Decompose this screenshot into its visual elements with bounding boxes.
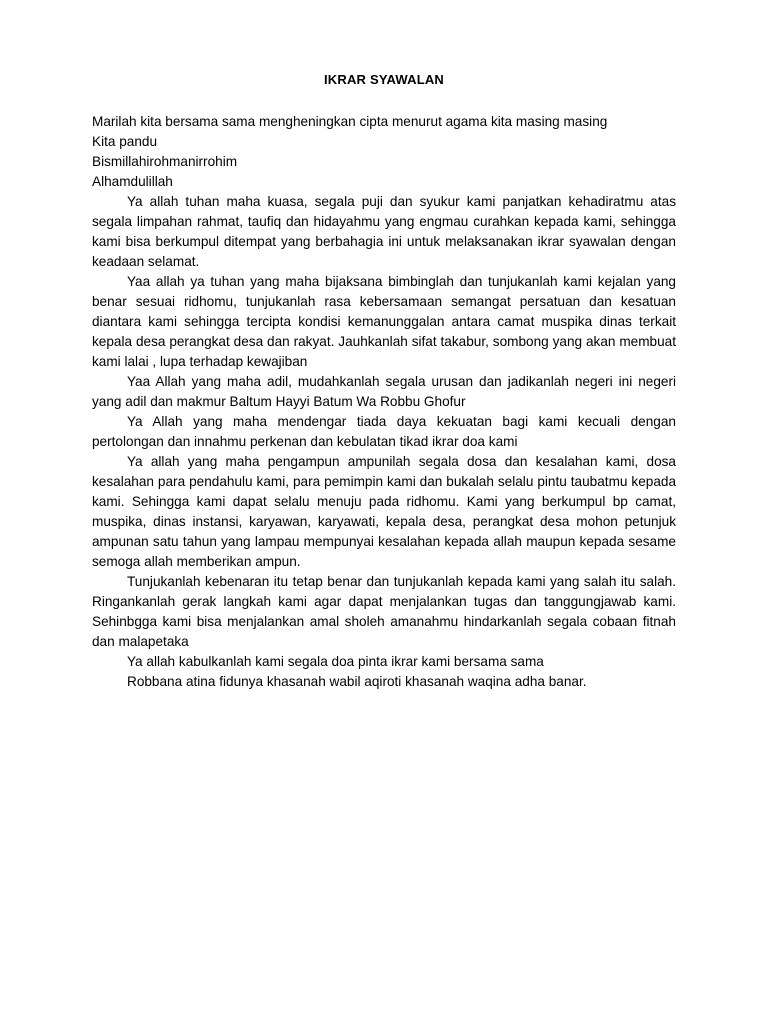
document-body <box>92 112 676 692</box>
opening-line-1: Marilah kita bersama sama mengheningkan cipta menurut agama kita masing masing <box>92 114 608 129</box>
paragraph-2: Yaa allah ya tuhan yang maha bijaksana bimbinglah dan tunjukanlah kami kejalan yang benar sesuai ridhomu, tunjukanlah rasa kebersamaan semangat persatuan dan kesatuan diantara kami sehingga tercipta kondisi kemanunggalan antara camat muspika dinas terkait kepala desa perangkat desa dan rakyat. Jauhkanlah sifat takabur, sombong yang akan membuat kami lalai , lupa terhadap kewajiban <box>92 274 676 369</box>
paragraph-8: Robbana atina fidunya khasanah wabil aqiroti khasanah waqina adha banar. <box>127 674 587 689</box>
paragraph-4: Ya Allah yang maha mendengar tiada daya kekuatan bagi kami kecuali dengan pertolongan dan innahmu perkenan dan kebulatan tikad ikrar doa kami <box>92 414 676 449</box>
opening-line-2: Kita pandu <box>92 134 158 149</box>
paragraph-1: Ya allah tuhan maha kuasa, segala puji dan syukur kami panjatkan kehadiratmu atas segala limpahan rahmat, taufiq dan hidayahmu yang engmau curahkan kepada kami, sehingga kami bisa berkumpul ditempat yang berbahagia ini untuk melaksanakan ikrar syawalan dengan keadaan selamat. <box>92 194 676 269</box>
opening-line-3: Bismillahirohmanirrohim <box>92 154 238 169</box>
opening-line-4: Alhamdulillah <box>92 174 173 189</box>
paragraph-6: Tunjukanlah kebenaran itu tetap benar dan tunjukanlah kepada kami yang salah itu salah. Ringankanlah gerak langkah kami agar dapat menjalankan tugas dan tanggungjawab kami. Sehinbgga kami bisa menjalankan amal sholeh amanahmu hindarkanlah segala cobaan fitnah dan malapetaka <box>92 574 676 649</box>
paragraph-3: Yaa Allah yang maha adil, mudahkanlah segala urusan dan jadikanlah negeri ini negeri yang adil dan makmur Baltum Hayyi Batum Wa Robbu Ghofur <box>92 374 676 409</box>
document-title: IKRAR SYAWALAN <box>323 72 445 87</box>
paragraph-7: Ya allah kabulkanlah kami segala doa pinta ikrar kami bersama sama <box>127 654 544 669</box>
paragraph-5: Ya allah yang maha pengampun ampunilah segala dosa dan kesalahan kami, dosa kesalahan para pendahulu kami, para pemimpin kami dan bukalah selalu pintu taubatmu kepada kami. Sehingga kami dapat selalu menuju pada ridhomu. Kami yang berkumpul bp camat, muspika, dinas instansi, karyawan, karyawati, kepala desa, perangkat desa mohon petunjuk ampunan satu tahun yang lampau mempunyai kesalahan kepada allah maupun kepada sesame semoga allah memberikan ampun. <box>92 454 676 569</box>
